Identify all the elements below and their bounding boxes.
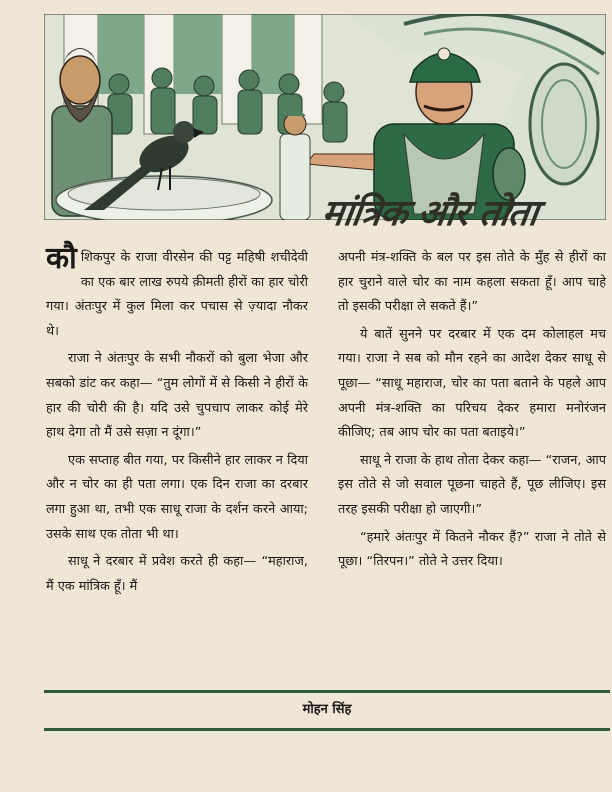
paragraph-8: “हमारे अंतःपुर में कितने नौकर हैं?” राजा ने तोते से पूछा। “तिरपन।” तोते ने उत्तर दिया। [338, 529, 606, 570]
drop-cap: कौ [46, 241, 77, 276]
author-name: मोहन सिंह [302, 702, 352, 717]
paragraph-1 [46, 241, 308, 344]
right-column [338, 246, 606, 578]
story-title: मांत्रिक और तोता [319, 193, 540, 234]
paragraph-7: साधू ने राजा के हाथ तोता देकर कहा— “राजन, आप इस तोते से जो सवाल पूछना चाहते हैं, पूछ लीजिए। इस तरह इसकी परीक्षा हो जाएगी।” [338, 452, 606, 517]
paragraph-text: शिकपुर के राजा वीरसेन की पट्ट महिषी शचीदेवी का एक बार लाख रुपये क़ीमती हीरों का हार चोरी गया। अंतःपुर में कुल मिला कर पचास से ज़्यादा नौकर थे। [46, 250, 308, 339]
paragraph-3: एक सप्ताह बीत गया, पर किसीने हार लाकर न दिया और न चोर का ही पता लगा। एक दिन राजा का दरबार लगा हुआ था, तभी एक साधू राजा के दर्शन करने आया; उसके साथ एक तोता भी था। [46, 452, 308, 542]
left-column [46, 241, 308, 602]
paragraph-5: अपनी मंत्र-शक्ति के बल पर इस तोते के मुँह से हीरों का हार चुराने वाले चोर का नाम कहला सकता हूँ। आप चाहे तो इसकी परीक्षा ले सकते हैं।” [338, 250, 606, 315]
divider-top [44, 690, 610, 693]
paragraph-2: राजा ने अंतःपुर के सभी नौकरों को बुला भेजा और सबको डांट कर कहा— “तुम लोगों में से किसी ने हीरों के हार की चोरी की है। यदि उसे चुपचाप लाकर कोई मेरे हाथ देगा तो मैं उसे सज़ा न दूंगा।” [46, 351, 308, 441]
divider-bottom [44, 728, 610, 731]
paragraph-4: साधू ने दरबार में प्रवेश करते ही कहा— “महाराज, मैं एक मांत्रिक हूँ। मैं [46, 554, 308, 594]
paragraph-6: ये बातें सुनने पर दरबार में एक दम कोलाहल मच गया। राजा ने सब को मौन रहने का आदेश देकर साधू से पूछा— “साधू महाराज, चोर का पता बताने के पहले आप अपनी मंत्र-शक्ति का परिचय देकर हमारा मनोरंजन कीजिए; तब आप चोर का पता बताइये।” [338, 326, 606, 441]
